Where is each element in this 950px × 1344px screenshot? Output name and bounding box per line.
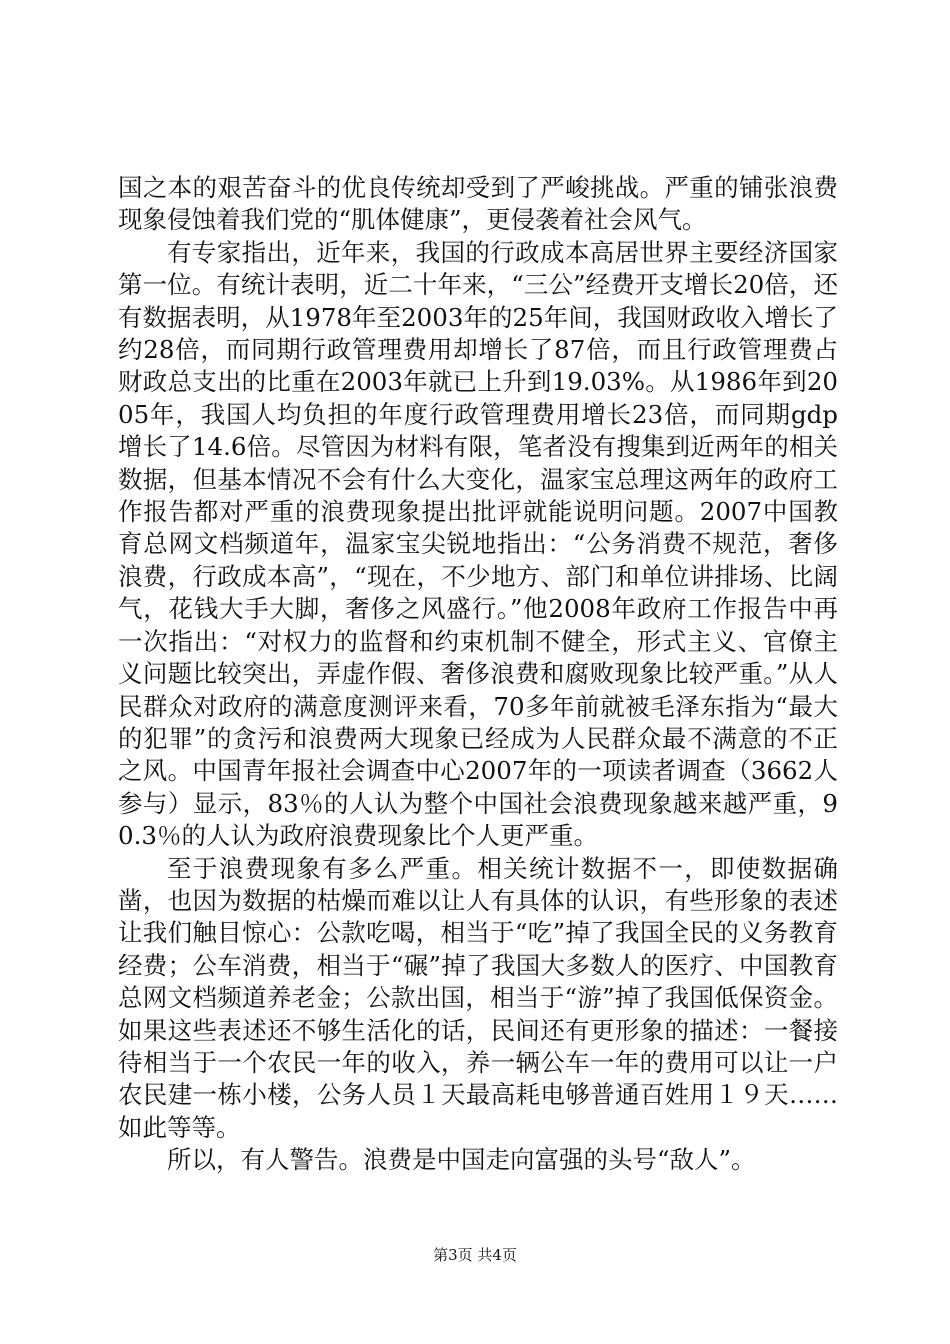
- paragraph-1: 国之本的艰苦奋斗的优良传统却受到了严峻挑战。严重的铺张浪费现象侵蚀着我们党的“肌体健康”，更侵袭着社会风气。: [118, 173, 838, 235]
- paragraph-3: 至于浪费现象有多么严重。相关统计数据不一，即使数据确凿，也因为数据的枯燥而难以让人有具体的认识，有些形象的表述让我们触目惊心：公款吃喝，相当于“吃”掉了我国全民的义务教育经费；公车消费，相当于“碾”掉了我国大多数人的医疗、中国教育总网文档频道养老金；公款出国，相当于“游”掉了我国低保资金。如果这些表述还不够生活化的话，民间还有更形象的描述：一餐接待相当于一个农民一年的收入，养一辆公车一年的费用可以让一户农民建一栋小楼，公务人员１天最高耗电够普通百姓用１９天……如此等等。: [118, 853, 838, 1142]
- document-body: [118, 172, 838, 1177]
- page-number-footer: 第3页 共4页: [433, 1246, 517, 1264]
- paragraph-4: 所以，有人警告。浪费是中国走向富强的头号“敌人”。: [167, 1145, 756, 1175]
- paragraph-2: 有专家指出，近年来，我国的行政成本高居世界主要经济国家第一位。有统计表明，近二十年来，“三公”经费开支增长20倍，还有数据表明，从1978年至2003年的25年间，我国财政收入增长了约28倍，而同期行政管理费用却增长了87倍，而且行政管理费占财政总支出的比重在2003年就已上升到19.03%。从1986年到2005年，我国人均负担的年度行政管理费用增长23倍，而同期gdp增长了14.6倍。尽管因为材料有限，笔者没有搜集到近两年的相关数据，但基本情况不会有什么大变化，温家宝总理这两年的政府工作报告都对严重的浪费现象提出批评就能说明问题。2007中国教育总网文档频道年，温家宝尖锐地指出：“公务消费不规范，奢侈浪费，行政成本高”，“现在，不少地方、部门和单位讲排场、比阔气，花钱大手大脚，奢侈之风盛行。”他2008年政府工作报告中再一次指出：“对权力的监督和约束机制不健全，形式主义、官僚主义问题比较突出，弄虚作假、奢侈浪费和腐败现象比较严重。”从人民群众对政府的满意度测评来看，70多年前就被毛泽东指为“最大的犯罪”的贪污和浪费两大现象已经成为人民群众最不满意的不正之风。中国青年报社会调查中心2007年的一项读者调查（3662人参与）显示，83％的人认为整个中国社会浪费现象越来越严重，90.3％的人认为政府浪费现象比个人更严重。: [118, 237, 838, 851]
